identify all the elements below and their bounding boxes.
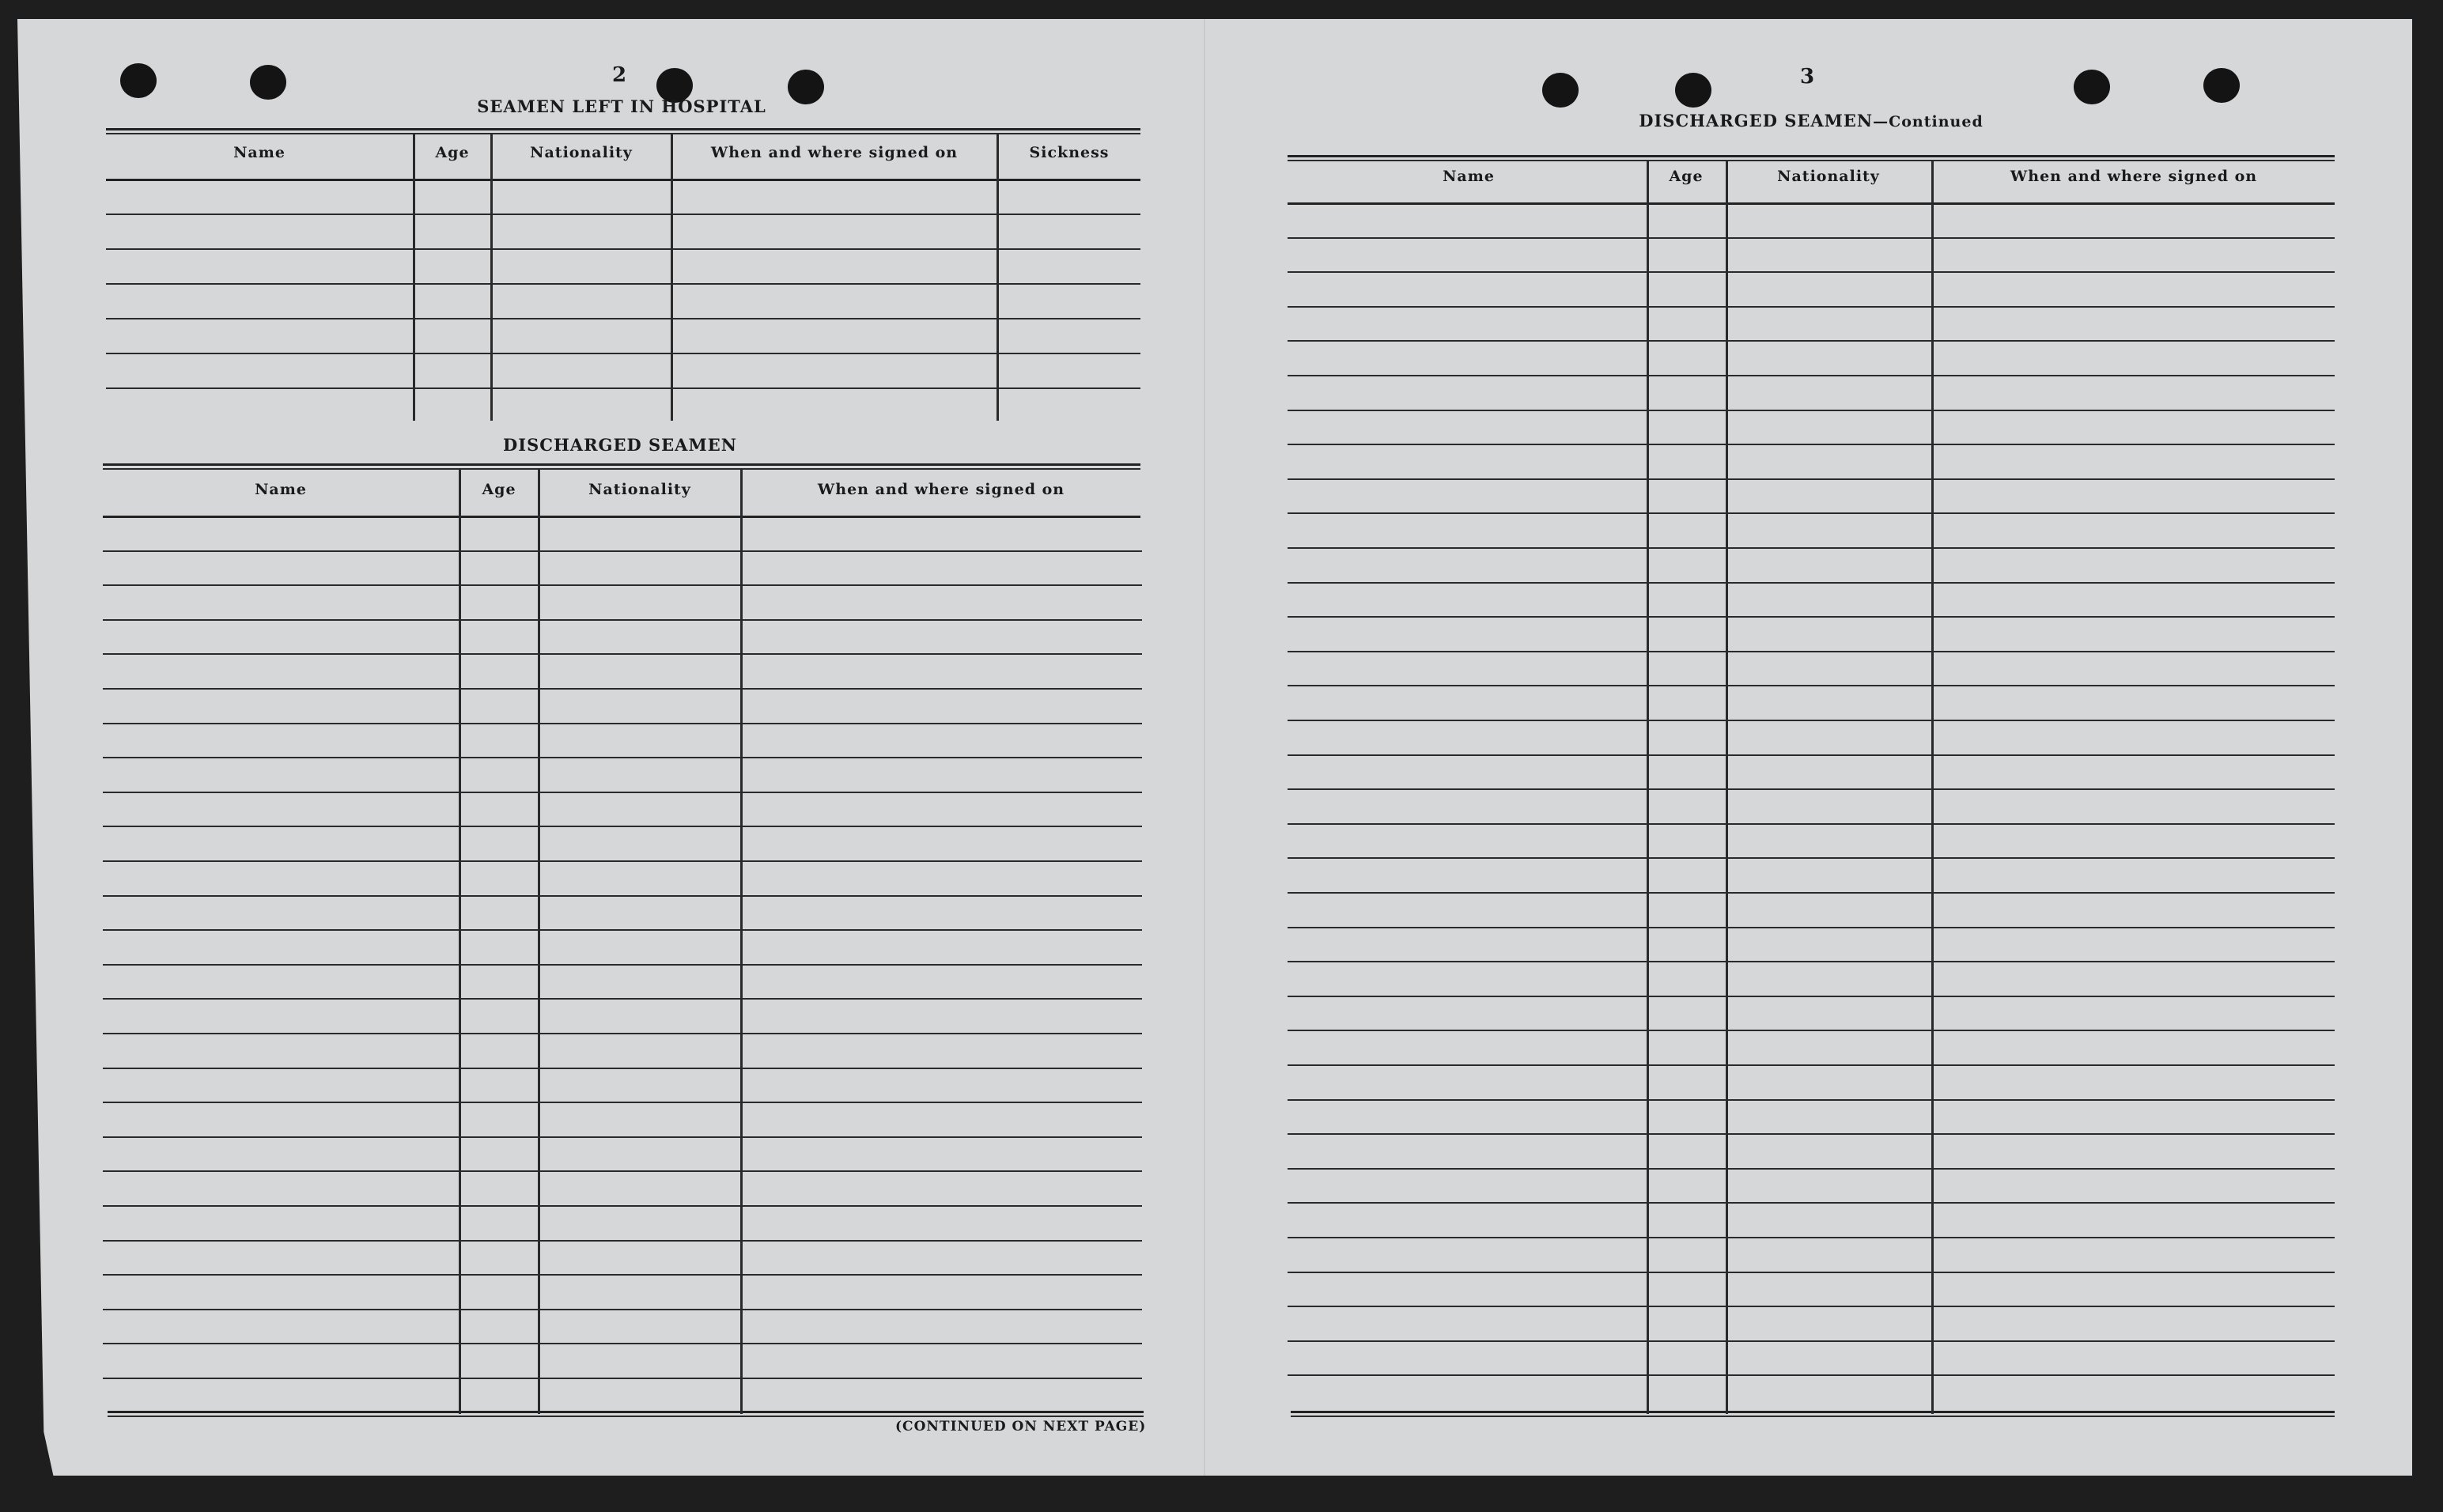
punch-hole	[2074, 70, 2110, 104]
punch-hole	[788, 70, 824, 104]
hospital-col-sickness: Sickness	[1029, 144, 1110, 161]
table-row-line	[1288, 340, 2335, 342]
column-divider	[740, 468, 743, 1414]
table-top-border	[106, 133, 1140, 134]
table-row-line	[1288, 616, 2335, 618]
table-row-line	[1288, 1030, 2335, 1031]
table-bottom-border	[108, 1416, 1144, 1417]
table-row-line	[106, 248, 1140, 250]
table-row-line	[103, 860, 1142, 862]
table-row-line	[1288, 375, 2335, 376]
table-row-line	[1288, 410, 2335, 411]
table-row-line	[1288, 857, 2335, 859]
table-row-line	[1288, 823, 2335, 825]
hospital-col-signed-on: When and where signed on	[710, 144, 959, 161]
table-row-line	[103, 1068, 1142, 1069]
table-row-line	[103, 723, 1142, 724]
table-row-line	[1288, 996, 2335, 997]
table-row-line	[103, 619, 1142, 621]
punch-hole	[120, 63, 157, 98]
right-title-main: DISCHARGED SEAMEN	[1639, 111, 1874, 130]
header-underline	[1288, 202, 2335, 205]
punch-hole	[250, 65, 286, 100]
table-row-line	[1288, 1202, 2335, 1204]
table-row-line	[103, 1205, 1142, 1207]
column-divider	[1726, 160, 1728, 1414]
table-row-line	[103, 1240, 1142, 1242]
column-divider	[1647, 160, 1649, 1414]
right-page-title	[1599, 111, 2023, 130]
table-row-line	[1288, 1272, 2335, 1273]
discharged-col-nationality: Nationality	[588, 481, 691, 498]
page-number-left: 2	[612, 63, 628, 87]
table-row-line	[103, 1274, 1142, 1276]
table-row-line	[1288, 1168, 2335, 1170]
table-top-border	[106, 128, 1140, 130]
column-divider	[996, 133, 999, 421]
table-bottom-border	[1291, 1416, 2335, 1417]
table-row-line	[1288, 547, 2335, 549]
header-underline	[103, 516, 1140, 518]
column-divider	[671, 133, 673, 421]
continued-note: (CONTINUED ON NEXT PAGE)	[895, 1419, 1147, 1435]
page-fold	[1204, 19, 1205, 1476]
table-row-line	[103, 1309, 1142, 1310]
table-top-border	[103, 463, 1140, 466]
table-row-line	[106, 214, 1140, 215]
table-row-line	[103, 550, 1142, 552]
page-number-right: 3	[1800, 65, 1816, 89]
table-row-line	[1288, 927, 2335, 928]
table-row-line	[1288, 444, 2335, 445]
table-row-line	[106, 353, 1140, 354]
table-row-line	[1288, 512, 2335, 514]
table-row-line	[103, 1378, 1142, 1379]
right-col-signed-on: When and where signed on	[2010, 168, 2258, 185]
table-row-line	[1288, 1340, 2335, 1342]
table-row-line	[1288, 1237, 2335, 1238]
hospital-col-nationality: Nationality	[530, 144, 633, 161]
punch-hole	[2203, 68, 2240, 103]
column-divider	[459, 468, 461, 1414]
table-row-line	[103, 929, 1142, 931]
table-row-line	[103, 1136, 1142, 1138]
table-row-line	[103, 998, 1142, 1000]
discharged-col-age: Age	[482, 481, 516, 498]
discharged-section-title: DISCHARGED SEAMEN	[503, 435, 737, 455]
table-top-border	[1288, 160, 2335, 161]
hospital-col-name: Name	[233, 144, 286, 161]
table-top-border	[1288, 155, 2335, 157]
table-top-border	[103, 468, 1140, 470]
table-row-line	[103, 964, 1142, 966]
right-col-nationality: Nationality	[1777, 168, 1880, 185]
table-row-line	[1288, 892, 2335, 894]
column-divider	[490, 133, 493, 421]
table-row-line	[103, 1170, 1142, 1172]
table-row-line	[1288, 685, 2335, 686]
table-row-line	[1288, 478, 2335, 480]
table-row-line	[1288, 1133, 2335, 1135]
table-row-line	[103, 584, 1142, 586]
punch-hole	[1542, 73, 1579, 108]
table-row-line	[103, 653, 1142, 655]
table-row-line	[1288, 1374, 2335, 1376]
discharged-col-signed-on: When and where signed on	[817, 481, 1065, 498]
table-row-line	[103, 895, 1142, 897]
column-divider	[1931, 160, 1934, 1414]
table-row-line	[103, 792, 1142, 793]
table-row-line	[1288, 754, 2335, 756]
table-row-line	[103, 688, 1142, 690]
punch-hole	[1675, 73, 1711, 108]
table-row-line	[1288, 961, 2335, 962]
table-row-line	[1288, 651, 2335, 652]
table-row-line	[103, 1343, 1142, 1344]
table-row-line	[106, 318, 1140, 319]
header-underline	[106, 179, 1140, 181]
table-row-line	[1288, 306, 2335, 308]
table-row-line	[103, 1033, 1142, 1034]
table-bottom-border	[1291, 1411, 2335, 1413]
table-row-line	[103, 1102, 1142, 1103]
column-divider	[413, 133, 415, 421]
right-col-name: Name	[1443, 168, 1495, 185]
table-row-line	[1288, 271, 2335, 273]
right-col-age: Age	[1669, 168, 1704, 185]
table-row-line	[103, 826, 1142, 827]
table-row-line	[1288, 237, 2335, 239]
table-row-line	[106, 387, 1140, 389]
table-row-line	[106, 283, 1140, 285]
table-row-line	[1288, 1306, 2335, 1307]
right-title-suffix: —Continued	[1873, 113, 1984, 130]
column-divider	[538, 468, 540, 1414]
discharged-col-name: Name	[255, 481, 307, 498]
table-row-line	[1288, 1099, 2335, 1101]
table-row-line	[1288, 720, 2335, 721]
hospital-section-title: SEAMEN LEFT IN HOSPITAL	[477, 96, 766, 116]
table-row-line	[103, 757, 1142, 758]
table-bottom-border	[108, 1411, 1144, 1413]
table-row-line	[1288, 788, 2335, 790]
table-row-line	[1288, 1064, 2335, 1066]
table-row-line	[1288, 582, 2335, 584]
hospital-col-age: Age	[435, 144, 470, 161]
